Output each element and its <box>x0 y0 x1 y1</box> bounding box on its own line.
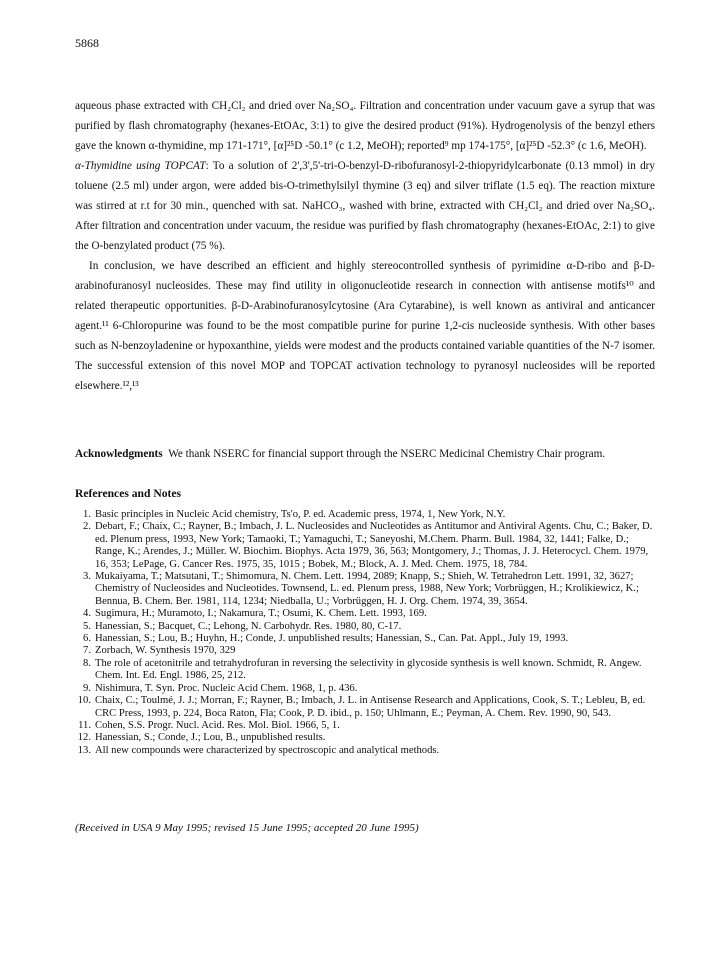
reference-text: Nishimura, T. Syn. Proc. Nucleic Acid Chem. 1968, 1, p. 436. <box>95 682 358 694</box>
reference-text: Basic principles in Nucleic Acid chemistry, Ts'o, P. ed. Academic press, 1974, 1, New York, N.Y. <box>95 509 506 520</box>
reference-item <box>75 521 655 571</box>
reference-text: Mukaiyama, T.; Matsutani, T.; Shimomura, N. Chem. Lett. 1994, 2089; Knapp, S.; Shieh, W. Tetrahedron Lett. 1991, 32, 3627; Chemistry of Nucleosides and Nucleotides. Townsend, L. ed. Plenum press, 1988, New York; Vorbrüggen, H.; Krolikiewicz, K.; Bennua, B. Chem. Ber. 1981, 114, 1234; Niedballa, U.; Vorbrüggen, H. J. Org. Chem. 1974, 39, 3654. <box>95 571 639 607</box>
reference-item <box>75 633 655 645</box>
reference-item <box>75 658 655 683</box>
reference-number: 2. <box>83 521 91 533</box>
reference-number: 9. <box>83 682 91 694</box>
reference-number: 13. <box>77 744 91 756</box>
paragraph-topcat-title: α-Thymidine using TOPCAT <box>75 160 206 172</box>
reference-item <box>75 571 655 608</box>
paragraph-topcat <box>75 156 655 256</box>
reference-item <box>75 621 655 633</box>
reference-text: Hanessian, S.; Conde, J.; Lou, B., unpublished results. <box>95 732 326 744</box>
reference-item <box>75 732 655 744</box>
paragraph-conclusion: In conclusion, we have described an efficient and highly stereocontrolled synthesis of pyrimidine α-D-ribo and β-D-arabinofuranosyl nucleosides. These may find utility in oligonucleotide research in connection with antisense motifs¹⁰ and related therapeutic opportunities. β-D-Arabinofuranosylcytosine (Ara Cytarabine), is well known as antiviral and anticancer agent.¹¹ 6-Chloropurine was found to be the most compatible purine for purine 1,2-cis nucleoside synthesis. With other bases such as N-benzoyladenine or hypoxanthine, yields were modest and the products contained variable quantities of the N-7 isomer. The successful extension of this novel MOP and TOPCAT activation technology to pyranosyl nucleosides will be reported elsewhere.¹²,¹³ <box>75 260 655 392</box>
reference-item <box>75 683 655 695</box>
paragraph-topcat-text: : To a solution of 2',3',5'-tri-O-benzyl-D-ribofuranosyl-2-thiopyridylcarbonate (0.13 mmol) in dry toluene (2.5 ml) under argon, were added bis-O-trimethylsilyl thymine (3 eq) and silver triflate (1.5 eq). The reaction mixture was stirred at r.t for 30 min., quenched with sat. NaHCO₃, washed with brine, extracted with CH₂Cl₂ and dried over Na₂SO₄. After filtration and concentration under vacuum, the residue was purified by flash chromatography (hexanes-EtOAc, 2:1) to give the O-benzylated product (75 %). <box>75 160 655 252</box>
reference-item <box>75 720 655 732</box>
page-number: 5868 <box>75 36 99 50</box>
acknowledgments-text: We thank NSERC for financial support through the NSERC Medicinal Chemistry Chair program. <box>168 448 606 460</box>
body-text <box>75 96 655 396</box>
acknowledgments <box>75 444 655 464</box>
reference-text: Chaix, C.; Toulmé, J. J.; Morran, F.; Rayner, B.; Imbach, J. L. in Antisense Research and Applications, Cook, S. T.; Lebleu, B, ed. CRC Press, 1993, p. 224, Boca Raton, Fla; Cook, P. D. ibid., p. 150; Uhlmann, E.; Peyman, A. Chem. Rev. 1990, 90, 543. <box>95 695 646 719</box>
reference-item <box>75 509 655 521</box>
received-dates: (Received in USA 9 May 1995; revised 15 June 1995; accepted 20 June 1995) <box>75 822 419 834</box>
reference-number: 8. <box>83 657 91 669</box>
reference-item <box>75 695 655 720</box>
reference-number: 11. <box>78 719 91 731</box>
reference-text: Debart, F.; Chaix, C.; Rayner, B.; Imbach, J. L. Nucleosides and Nucleotides as Antitumor and Antiviral Agents. Chu, C.; Baker, D. ed. Plenum press, 1993, New York; Tamaoki, T.; Yamaguchi, T.; Saneyoshi, M.Chem. Pharm. Bull. 1984, 32, 1441; Falke, D.; Range, K.; Arendes, J.; Müller. W. Biochim. Biophys. Acta 1979, 36, 563; Montgomery, J.; Thomas, J. J. Heterocycl. Chem. 1979, 16, 353; LePage, G. Cancer Res. 1975, 35, 1015 ; Bobek, M.; Block, A. J. Med. Chem. 1975, 18, 784. <box>95 521 653 570</box>
reference-text: Hanessian, S.; Bacquet, C.; Lehong, N. Carbohydr. Res. 1980, 80, C-17. <box>95 620 402 632</box>
reference-number: 3. <box>83 571 91 583</box>
reference-number: 1. <box>83 509 91 520</box>
reference-number: 5. <box>83 620 91 632</box>
reference-number: 4. <box>83 608 91 620</box>
reference-item <box>75 608 655 620</box>
reference-number: 6. <box>83 633 91 645</box>
references-heading: References and Notes <box>75 487 182 500</box>
reference-text: Zorbach, W. Synthesis 1970, 329 <box>95 645 236 657</box>
reference-text: Cohen, S.S. Progr. Nucl. Acid. Res. Mol. Biol. 1966, 5, 1. <box>95 719 340 731</box>
reference-text: Sugimura, H.; Muramoto, I.; Nakamura, T.; Osumi, K. Chem. Lett. 1993, 169. <box>95 608 427 620</box>
acknowledgments-heading: Acknowledgments <box>75 448 163 460</box>
reference-number: 10. <box>77 695 91 707</box>
reference-text: All new compounds were characterized by spectroscopic and analytical methods. <box>95 744 440 756</box>
reference-number: 7. <box>83 645 91 657</box>
reference-text: Hanessian, S.; Lou, B.; Huyhn, H.; Conde, J. unpublished results; Hanessian, S., Can. Pat. Appl., July 19, 1993. <box>95 633 569 645</box>
reference-text: The role of acetonitrile and tetrahydrofuran in reversing the selectivity in glycoside synthesis is well known. Schmidt, R. Angew. Chem. Int. Ed. Engl. 1986, 25, 212. <box>95 657 642 682</box>
reference-number: 12. <box>77 732 91 744</box>
reference-item <box>75 645 655 657</box>
reference-item <box>75 745 655 757</box>
paragraph-hydrogenolysis: aqueous phase extracted with CH₂Cl₂ and dried over Na₂SO₄. Filtration and concentration under vacuum gave a syrup that was purified by flash chromatography (hexanes-EtOAc, 3:1) to give the desired product (91%). Hydrogenolysis of the benzyl ethers gave the known α-thymidine, mp 171-171°, [α]²⁵D -50.1° (c 1.2, MeOH); reported⁹ mp 174-175°, [α]²⁵D -52.3° (c 1.6, MeOH). <box>75 100 655 152</box>
references-list <box>75 509 655 757</box>
